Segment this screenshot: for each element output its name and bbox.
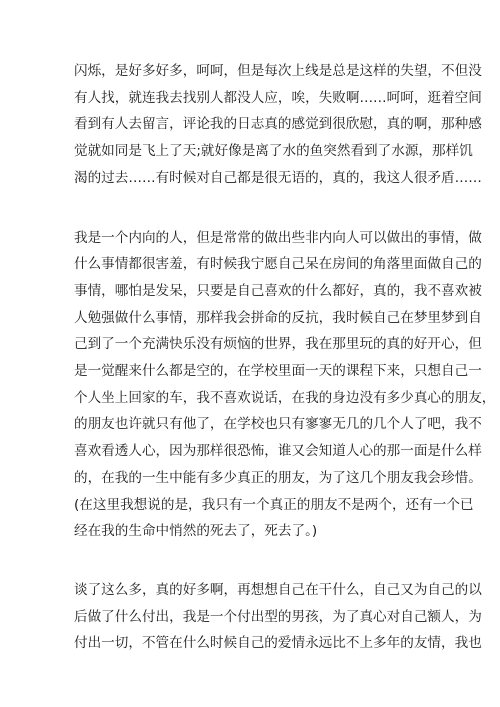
paragraph-spacer <box>74 192 434 225</box>
text-line: 的，在我的一生中能有多少真正的朋友，为了这几个朋友我会珍惜。 <box>74 469 482 486</box>
text-line: 后做了什么付出，我是一个付出型的男孩，为了真心对自己额人，为 <box>74 608 482 625</box>
paragraph-2 <box>74 225 496 545</box>
text-line: 的朋友也许就只有他了，在学校也只有寥寥无几的几个人了吧，我不 <box>74 416 482 433</box>
text-line: 什么事情都很害羞，有时候我宁愿自己呆在房间的角落里面做自己的 <box>74 256 482 273</box>
paragraph-1 <box>74 58 482 192</box>
text-line: 是一觉醒来什么都是空的，在学校里面一天的课程下来，只想自己一 <box>74 363 482 380</box>
text-line: 渴的过去……有时候对自己都是很无语的，真的，我这人很矛盾…… <box>74 169 482 186</box>
text-line: 付出一切，不管在什么时候自己的爱情永远比不上多年的友情，我也 <box>74 635 482 652</box>
text-line: 己到了一个充满快乐没有烦恼的世界，我在那里玩的真的好开心，但 <box>74 336 482 353</box>
text-line: 人勉强做什么事情，那样我会拼命的反抗，我时候自己在梦里梦到自 <box>74 309 482 326</box>
text-line: 我是一个内向的人，但是常常的做出些非内向人可以做出的事情，做 <box>74 229 482 246</box>
document-page <box>74 58 496 657</box>
text-line: 谈了这么多，真的好多啊，再想想自己在干什么，自己又为自己的以 <box>74 581 482 598</box>
text-line: 事情，哪怕是发呆，只要是自己喜欢的什么都好，真的，我不喜欢被 <box>74 282 482 299</box>
paragraph-spacer <box>74 545 434 577</box>
text-line: 喜欢看透人心，因为那样很恐怖，谁又会知道人心的那一面是什么样 <box>74 443 482 460</box>
text-line: 闪烁，是好多好多，呵呵，但是每次上线是总是这样的失望，不但没 <box>74 63 482 79</box>
text-line: 个人坐上回家的车，我不喜欢说话，在我的身边没有多少真心的朋友， <box>74 389 496 406</box>
text-line: 觉就如同是飞上了天;就好像是离了水的鱼突然看到了水源，那样饥 <box>74 143 473 160</box>
text-line: 有人找，就连我去找别人都没人应，唉，失败啊……呵呵，逛着空间 <box>74 89 482 106</box>
text-line: (在这里我想说的是，我只有一个真正的朋友不是两个，还有一个已 <box>74 496 474 513</box>
text-line: 经在我的生命中悄然的死去了，死去了。) <box>74 523 318 540</box>
text-line: 看到有人去留言，评论我的日志真的感觉到很欣慰，真的啊，那种感 <box>74 116 482 133</box>
paragraph-3 <box>74 577 482 657</box>
